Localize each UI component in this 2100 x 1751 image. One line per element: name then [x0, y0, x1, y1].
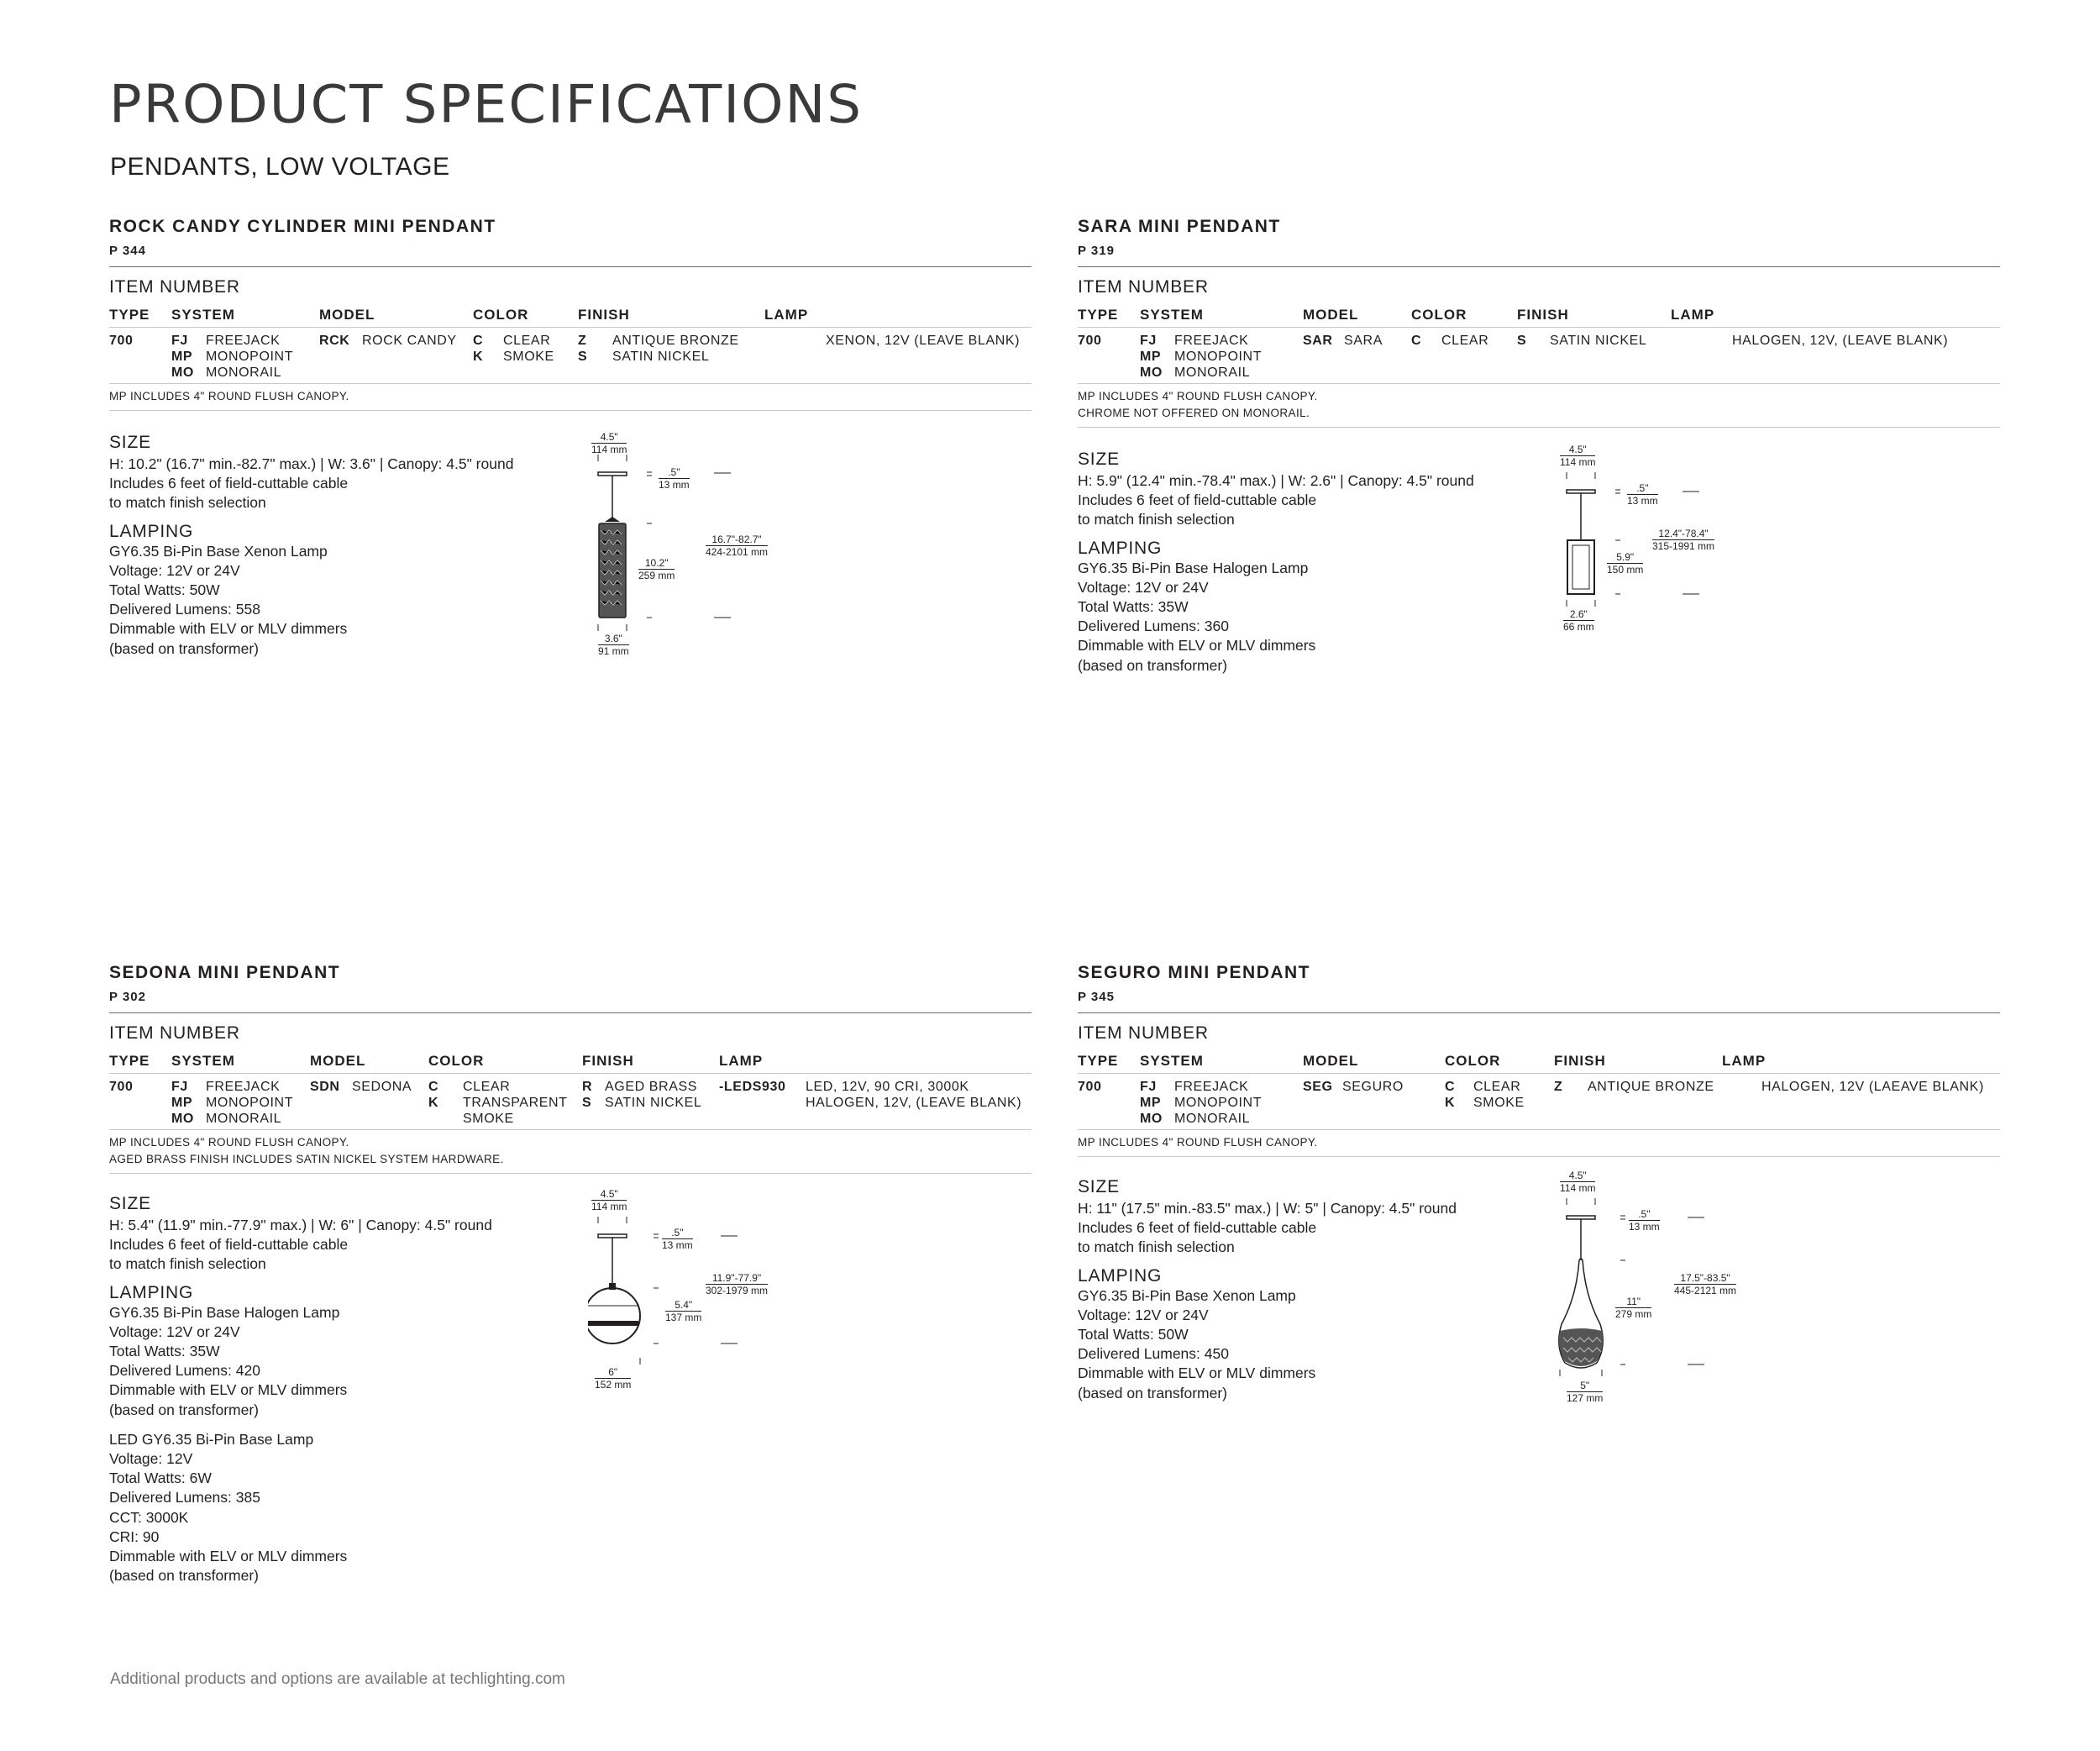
- note: MP INCLUDES 4" ROUND FLUSH CANOPY.: [109, 1136, 349, 1149]
- item-number-label: ITEM NUMBER: [1078, 1023, 1209, 1043]
- model-code: RCK: [319, 334, 350, 348]
- lamping-line: Total Watts: 50W: [109, 581, 220, 599]
- model-label: SEDONA: [352, 1080, 412, 1094]
- system-code: MO: [1140, 365, 1163, 380]
- divider: [1078, 1156, 2000, 1157]
- header-color: COLOR: [1411, 307, 1467, 323]
- lamping-line: Voltage: 12V or 24V: [1078, 1306, 1209, 1323]
- lamping-line: Voltage: 12V: [109, 1450, 193, 1468]
- lamping-details: [1078, 1286, 2000, 1403]
- dim-overall: 12.4"-78.4" 315-1991 mm: [1652, 528, 1715, 552]
- system-label: FREEJACK: [206, 1080, 281, 1094]
- lamping-details: [109, 542, 1032, 659]
- column-headers: [109, 1049, 1032, 1073]
- size-line: to match finish selection: [1078, 511, 1235, 528]
- note: CHROME NOT OFFERED ON MONORAIL.: [1078, 407, 1310, 419]
- size-line: to match finish selection: [109, 1255, 266, 1273]
- footer-note: Additional products and options are available at techlighting.com: [110, 1670, 565, 1688]
- led-lamping-details: [109, 1430, 1032, 1586]
- product-page-ref: P 319: [1078, 244, 1115, 258]
- size-details: [1078, 1199, 2000, 1258]
- lamping-heading: LAMPING: [109, 1282, 194, 1302]
- color-label: TRANSPARENT: [463, 1096, 568, 1110]
- finish-label: SATIN NICKEL: [612, 350, 710, 364]
- header-model: MODEL: [319, 307, 375, 323]
- size-line: Includes 6 feet of field-cuttable cable: [109, 475, 349, 492]
- color-code: K: [1445, 1096, 1456, 1110]
- product-seguro: [1078, 963, 2000, 1403]
- divider: [109, 410, 1032, 411]
- header-model: MODEL: [310, 1053, 366, 1069]
- lamp-label: LED, 12V, 90 CRI, 3000K: [806, 1080, 969, 1094]
- notes: [1078, 384, 2000, 427]
- system-code: FJ: [1140, 1080, 1157, 1094]
- size-line: Includes 6 feet of field-cuttable cable: [1078, 1219, 1317, 1237]
- lamping-line: Voltage: 12V or 24V: [109, 1322, 240, 1340]
- notes: [1078, 1130, 2000, 1156]
- system-label: MONORAIL: [206, 365, 282, 380]
- note: MP INCLUDES 4" ROUND FLUSH CANOPY.: [1078, 1136, 1318, 1149]
- model-label: SARA: [1344, 334, 1383, 348]
- header-type: TYPE: [1078, 1053, 1119, 1069]
- product-name: ROCK CANDY CYLINDER MINI PENDANT: [109, 217, 496, 236]
- dim-canopy: 4.5" 114 mm: [1560, 1170, 1596, 1194]
- notes: [109, 1130, 1032, 1173]
- divider: [1078, 1012, 2000, 1013]
- size-line: H: 11" (17.5" min.-83.5" max.) | W: 5" | Canopy: 4.5" round: [1078, 1200, 1457, 1217]
- product-name: SEDONA MINI PENDANT: [109, 963, 341, 982]
- header-system: SYSTEM: [1140, 307, 1204, 323]
- color-label: SMOKE: [503, 350, 554, 364]
- lamping-line: Dimmable with ELV or MLV dimmers: [1078, 1365, 1316, 1382]
- product-name: SEGURO MINI PENDANT: [1078, 963, 1311, 982]
- header-lamp: LAMP: [719, 1053, 764, 1069]
- dim-gap: .5" 13 mm: [1629, 1208, 1660, 1233]
- divider: [1078, 266, 2000, 267]
- type-code: 700: [1078, 334, 1102, 348]
- lamping-line: (based on transformer): [109, 1567, 259, 1585]
- header-finish: FINISH: [1554, 1053, 1606, 1069]
- dim-canopy: 4.5" 114 mm: [591, 431, 627, 455]
- column-headers: [1078, 1049, 2000, 1073]
- product-rock-candy-cylinder: [109, 217, 1032, 659]
- lamping-line: GY6.35 Bi-Pin Base Halogen Lamp: [109, 1303, 340, 1321]
- system-label: MONOPOINT: [206, 350, 294, 364]
- notes: [109, 384, 1032, 410]
- system-code: MP: [1140, 1096, 1162, 1110]
- system-code: MP: [171, 1096, 193, 1110]
- header-finish: FINISH: [1517, 307, 1569, 323]
- lamping-line: Dimmable with ELV or MLV dimmers: [1078, 637, 1316, 655]
- lamping-heading: LAMPING: [1078, 538, 1163, 558]
- item-number-rows: [1078, 1074, 2000, 1129]
- finish-code: R: [582, 1080, 593, 1094]
- header-color: COLOR: [428, 1053, 485, 1069]
- system-label: FREEJACK: [1174, 334, 1249, 348]
- lamping-line: (based on transformer): [1078, 1384, 1227, 1401]
- color-code: C: [428, 1080, 439, 1094]
- dim-width: 5" 127 mm: [1567, 1380, 1604, 1404]
- finish-label: SATIN NICKEL: [605, 1096, 702, 1110]
- system-code: MO: [171, 1112, 194, 1126]
- lamping-line: Dimmable with ELV or MLV dimmers: [109, 1548, 348, 1565]
- product-page-ref: P 345: [1078, 990, 1115, 1004]
- dim-width: 6" 152 mm: [595, 1366, 632, 1391]
- lamping-line: Total Watts: 35W: [109, 1343, 220, 1360]
- header-lamp: LAMP: [1671, 307, 1715, 323]
- system-label: MONORAIL: [1174, 365, 1251, 380]
- size-line: Includes 6 feet of field-cuttable cable: [1078, 492, 1317, 509]
- divider: [109, 266, 1032, 267]
- type-code: 700: [1078, 1080, 1102, 1094]
- size-line: H: 5.4" (11.9" min.-77.9" max.) | W: 6" | Canopy: 4.5" round: [109, 1217, 492, 1233]
- header-type: TYPE: [1078, 307, 1119, 323]
- size-details: [109, 455, 1032, 513]
- color-label: CLEAR: [1441, 334, 1489, 348]
- page-title: PRODUCT SPECIFICATIONS: [109, 74, 863, 136]
- item-number-rows: [109, 1074, 1032, 1129]
- system-code: FJ: [171, 334, 188, 348]
- model-code: SDN: [310, 1080, 340, 1094]
- size-line: to match finish selection: [109, 494, 266, 512]
- dim-gap: .5" 13 mm: [1627, 482, 1658, 507]
- header-type: TYPE: [109, 307, 150, 323]
- dim-width: 3.6" 91 mm: [598, 633, 629, 657]
- divider: [109, 1012, 1032, 1013]
- finish-label: SATIN NICKEL: [1550, 334, 1647, 348]
- system-label: MONOPOINT: [1174, 350, 1263, 364]
- system-label: MONOPOINT: [206, 1096, 294, 1110]
- dim-overall: 16.7"-82.7" 424-2101 mm: [706, 534, 769, 558]
- system-code: MO: [1140, 1112, 1163, 1126]
- lamping-line: GY6.35 Bi-Pin Base Xenon Lamp: [109, 542, 328, 560]
- lamping-line: Delivered Lumens: 385: [109, 1489, 260, 1506]
- system-label: MONORAIL: [206, 1112, 282, 1126]
- item-number-rows: [1078, 328, 2000, 383]
- lamping-line: GY6.35 Bi-Pin Base Halogen Lamp: [1078, 559, 1309, 576]
- color-code: K: [473, 350, 484, 364]
- product-page-ref: P 344: [109, 244, 146, 258]
- header-color: COLOR: [473, 307, 529, 323]
- lamping-line: Voltage: 12V or 24V: [109, 561, 240, 579]
- system-label: MONORAIL: [1174, 1112, 1251, 1126]
- size-details: [109, 1216, 1032, 1275]
- color-label: SMOKE: [463, 1112, 514, 1126]
- size-line: to match finish selection: [1078, 1238, 1235, 1256]
- size-line: H: 10.2" (16.7" min.-82.7" max.) | W: 3.6" | Canopy: 4.5" round: [109, 455, 514, 472]
- lamping-line: GY6.35 Bi-Pin Base Xenon Lamp: [1078, 1286, 1296, 1304]
- product-sara: [1078, 217, 2000, 676]
- color-code: K: [428, 1096, 439, 1110]
- lamp-label: XENON, 12V (LEAVE BLANK): [826, 334, 1021, 348]
- dim-canopy: 4.5" 114 mm: [591, 1188, 627, 1212]
- system-code: MP: [171, 350, 193, 364]
- lamping-line: Delivered Lumens: 360: [1078, 618, 1229, 635]
- note: AGED BRASS FINISH INCLUDES SATIN NICKEL SYSTEM HARDWARE.: [109, 1153, 504, 1165]
- model-code: SEG: [1303, 1080, 1333, 1094]
- column-headers: [1078, 303, 2000, 327]
- dim-overall: 17.5"-83.5" 445-2121 mm: [1674, 1272, 1737, 1296]
- color-code: C: [1411, 334, 1422, 348]
- system-label: MONOPOINT: [1174, 1096, 1263, 1110]
- lamping-heading: LAMPING: [1078, 1265, 1163, 1286]
- lamping-line: Total Watts: 50W: [1078, 1326, 1189, 1343]
- header-system: SYSTEM: [171, 1053, 235, 1069]
- dim-height: 11" 279 mm: [1615, 1296, 1652, 1320]
- lamping-line: (based on transformer): [1078, 656, 1227, 674]
- product-page-ref: P 302: [109, 990, 146, 1004]
- system-code: MO: [171, 365, 194, 380]
- finish-code: Z: [578, 334, 587, 348]
- size-heading: SIZE: [1078, 1177, 1120, 1196]
- model-label: ROCK CANDY: [362, 334, 457, 348]
- size-heading: SIZE: [1078, 450, 1120, 469]
- system-label: FREEJACK: [1174, 1080, 1249, 1094]
- type-code: 700: [109, 334, 134, 348]
- lamping-line: Total Watts: 6W: [109, 1470, 212, 1487]
- dim-overall: 11.9"-77.9" 302-1979 mm: [706, 1272, 769, 1296]
- finish-code: S: [578, 350, 588, 364]
- lamping-line: LED GY6.35 Bi-Pin Base Lamp: [109, 1430, 314, 1448]
- header-lamp: LAMP: [1722, 1053, 1767, 1069]
- lamping-line: Delivered Lumens: 558: [109, 601, 260, 618]
- note: MP INCLUDES 4" ROUND FLUSH CANOPY.: [109, 390, 349, 402]
- lamp-label: HALOGEN, 12V, (LEAVE BLANK): [806, 1096, 1022, 1110]
- lamping-details: [1078, 559, 2000, 676]
- color-label: CLEAR: [463, 1080, 511, 1094]
- system-code: FJ: [171, 1080, 188, 1094]
- lamping-line: (based on transformer): [109, 1401, 259, 1418]
- color-code: C: [1445, 1080, 1456, 1094]
- item-number-label: ITEM NUMBER: [109, 277, 240, 297]
- finish-code: S: [1517, 334, 1527, 348]
- color-label: SMOKE: [1473, 1096, 1525, 1110]
- lamping-line: CRI: 90: [109, 1528, 160, 1545]
- size-line: H: 5.9" (12.4" min.-78.4" max.) | W: 2.6" | Canopy: 4.5" round: [1078, 472, 1474, 489]
- color-label: CLEAR: [1473, 1080, 1521, 1094]
- system-code: MP: [1140, 350, 1162, 364]
- header-color: COLOR: [1445, 1053, 1501, 1069]
- header-system: SYSTEM: [1140, 1053, 1204, 1069]
- dim-gap: .5" 13 mm: [662, 1227, 693, 1251]
- header-system: SYSTEM: [171, 307, 235, 323]
- finish-label: AGED BRASS: [605, 1080, 698, 1094]
- lamping-line: Total Watts: 35W: [1078, 598, 1189, 616]
- dimension-diagram: [588, 1188, 773, 1398]
- lamping-details: [109, 1303, 1032, 1420]
- header-lamp: LAMP: [764, 307, 809, 323]
- dimension-diagram: [1557, 444, 1741, 654]
- item-number-label: ITEM NUMBER: [109, 1023, 240, 1043]
- product-name: SARA MINI PENDANT: [1078, 217, 1281, 236]
- lamping-line: Dimmable with ELV or MLV dimmers: [109, 1381, 348, 1399]
- dim-gap: .5" 13 mm: [659, 466, 690, 491]
- header-finish: FINISH: [578, 307, 630, 323]
- header-model: MODEL: [1303, 1053, 1359, 1069]
- finish-label: ANTIQUE BRONZE: [612, 334, 739, 348]
- lamping-line: Delivered Lumens: 420: [109, 1362, 260, 1380]
- model-code: SAR: [1303, 334, 1333, 348]
- color-label: CLEAR: [503, 334, 551, 348]
- item-number-rows: [109, 328, 1032, 383]
- size-details: [1078, 471, 2000, 530]
- item-number-label: ITEM NUMBER: [1078, 277, 1209, 297]
- lamping-line: CCT: 3000K: [109, 1508, 189, 1526]
- lamp-label: HALOGEN, 12V (LAEAVE BLANK): [1761, 1080, 1984, 1094]
- system-label: FREEJACK: [206, 334, 281, 348]
- model-label: SEGURO: [1342, 1080, 1404, 1094]
- lamp-code: -LEDS930: [719, 1080, 786, 1094]
- type-code: 700: [109, 1080, 134, 1094]
- finish-label: ANTIQUE BRONZE: [1588, 1080, 1714, 1094]
- lamping-line: Voltage: 12V or 24V: [1078, 578, 1209, 596]
- dim-width: 2.6" 66 mm: [1563, 608, 1594, 633]
- dim-canopy: 4.5" 114 mm: [1560, 444, 1596, 468]
- note: MP INCLUDES 4" ROUND FLUSH CANOPY.: [1078, 390, 1318, 402]
- dim-height: 5.4" 137 mm: [665, 1299, 702, 1323]
- header-type: TYPE: [109, 1053, 150, 1069]
- product-sedona: [109, 963, 1032, 1585]
- finish-code: Z: [1554, 1080, 1563, 1094]
- system-code: FJ: [1140, 334, 1157, 348]
- size-heading: SIZE: [109, 1194, 151, 1213]
- header-finish: FINISH: [582, 1053, 634, 1069]
- lamping-line: Delivered Lumens: 450: [1078, 1345, 1229, 1363]
- size-heading: SIZE: [109, 433, 151, 452]
- lamping-line: Dimmable with ELV or MLV dimmers: [109, 620, 348, 638]
- finish-code: S: [582, 1096, 592, 1110]
- dim-height: 5.9" 150 mm: [1607, 551, 1644, 576]
- dimension-diagram: [1557, 1170, 1741, 1422]
- divider: [109, 1173, 1032, 1174]
- header-model: MODEL: [1303, 307, 1359, 323]
- dimension-diagram: [588, 431, 773, 658]
- lamping-line: (based on transformer): [109, 639, 259, 657]
- page-subtitle: PENDANTS, LOW VOLTAGE: [110, 153, 450, 181]
- size-line: Includes 6 feet of field-cuttable cable: [109, 1236, 349, 1254]
- lamp-label: HALOGEN, 12V, (LEAVE BLANK): [1732, 334, 1949, 348]
- column-headers: [109, 303, 1032, 327]
- divider: [1078, 427, 2000, 428]
- dim-height: 10.2" 259 mm: [638, 557, 675, 581]
- lamping-heading: LAMPING: [109, 521, 194, 541]
- color-code: C: [473, 334, 484, 348]
